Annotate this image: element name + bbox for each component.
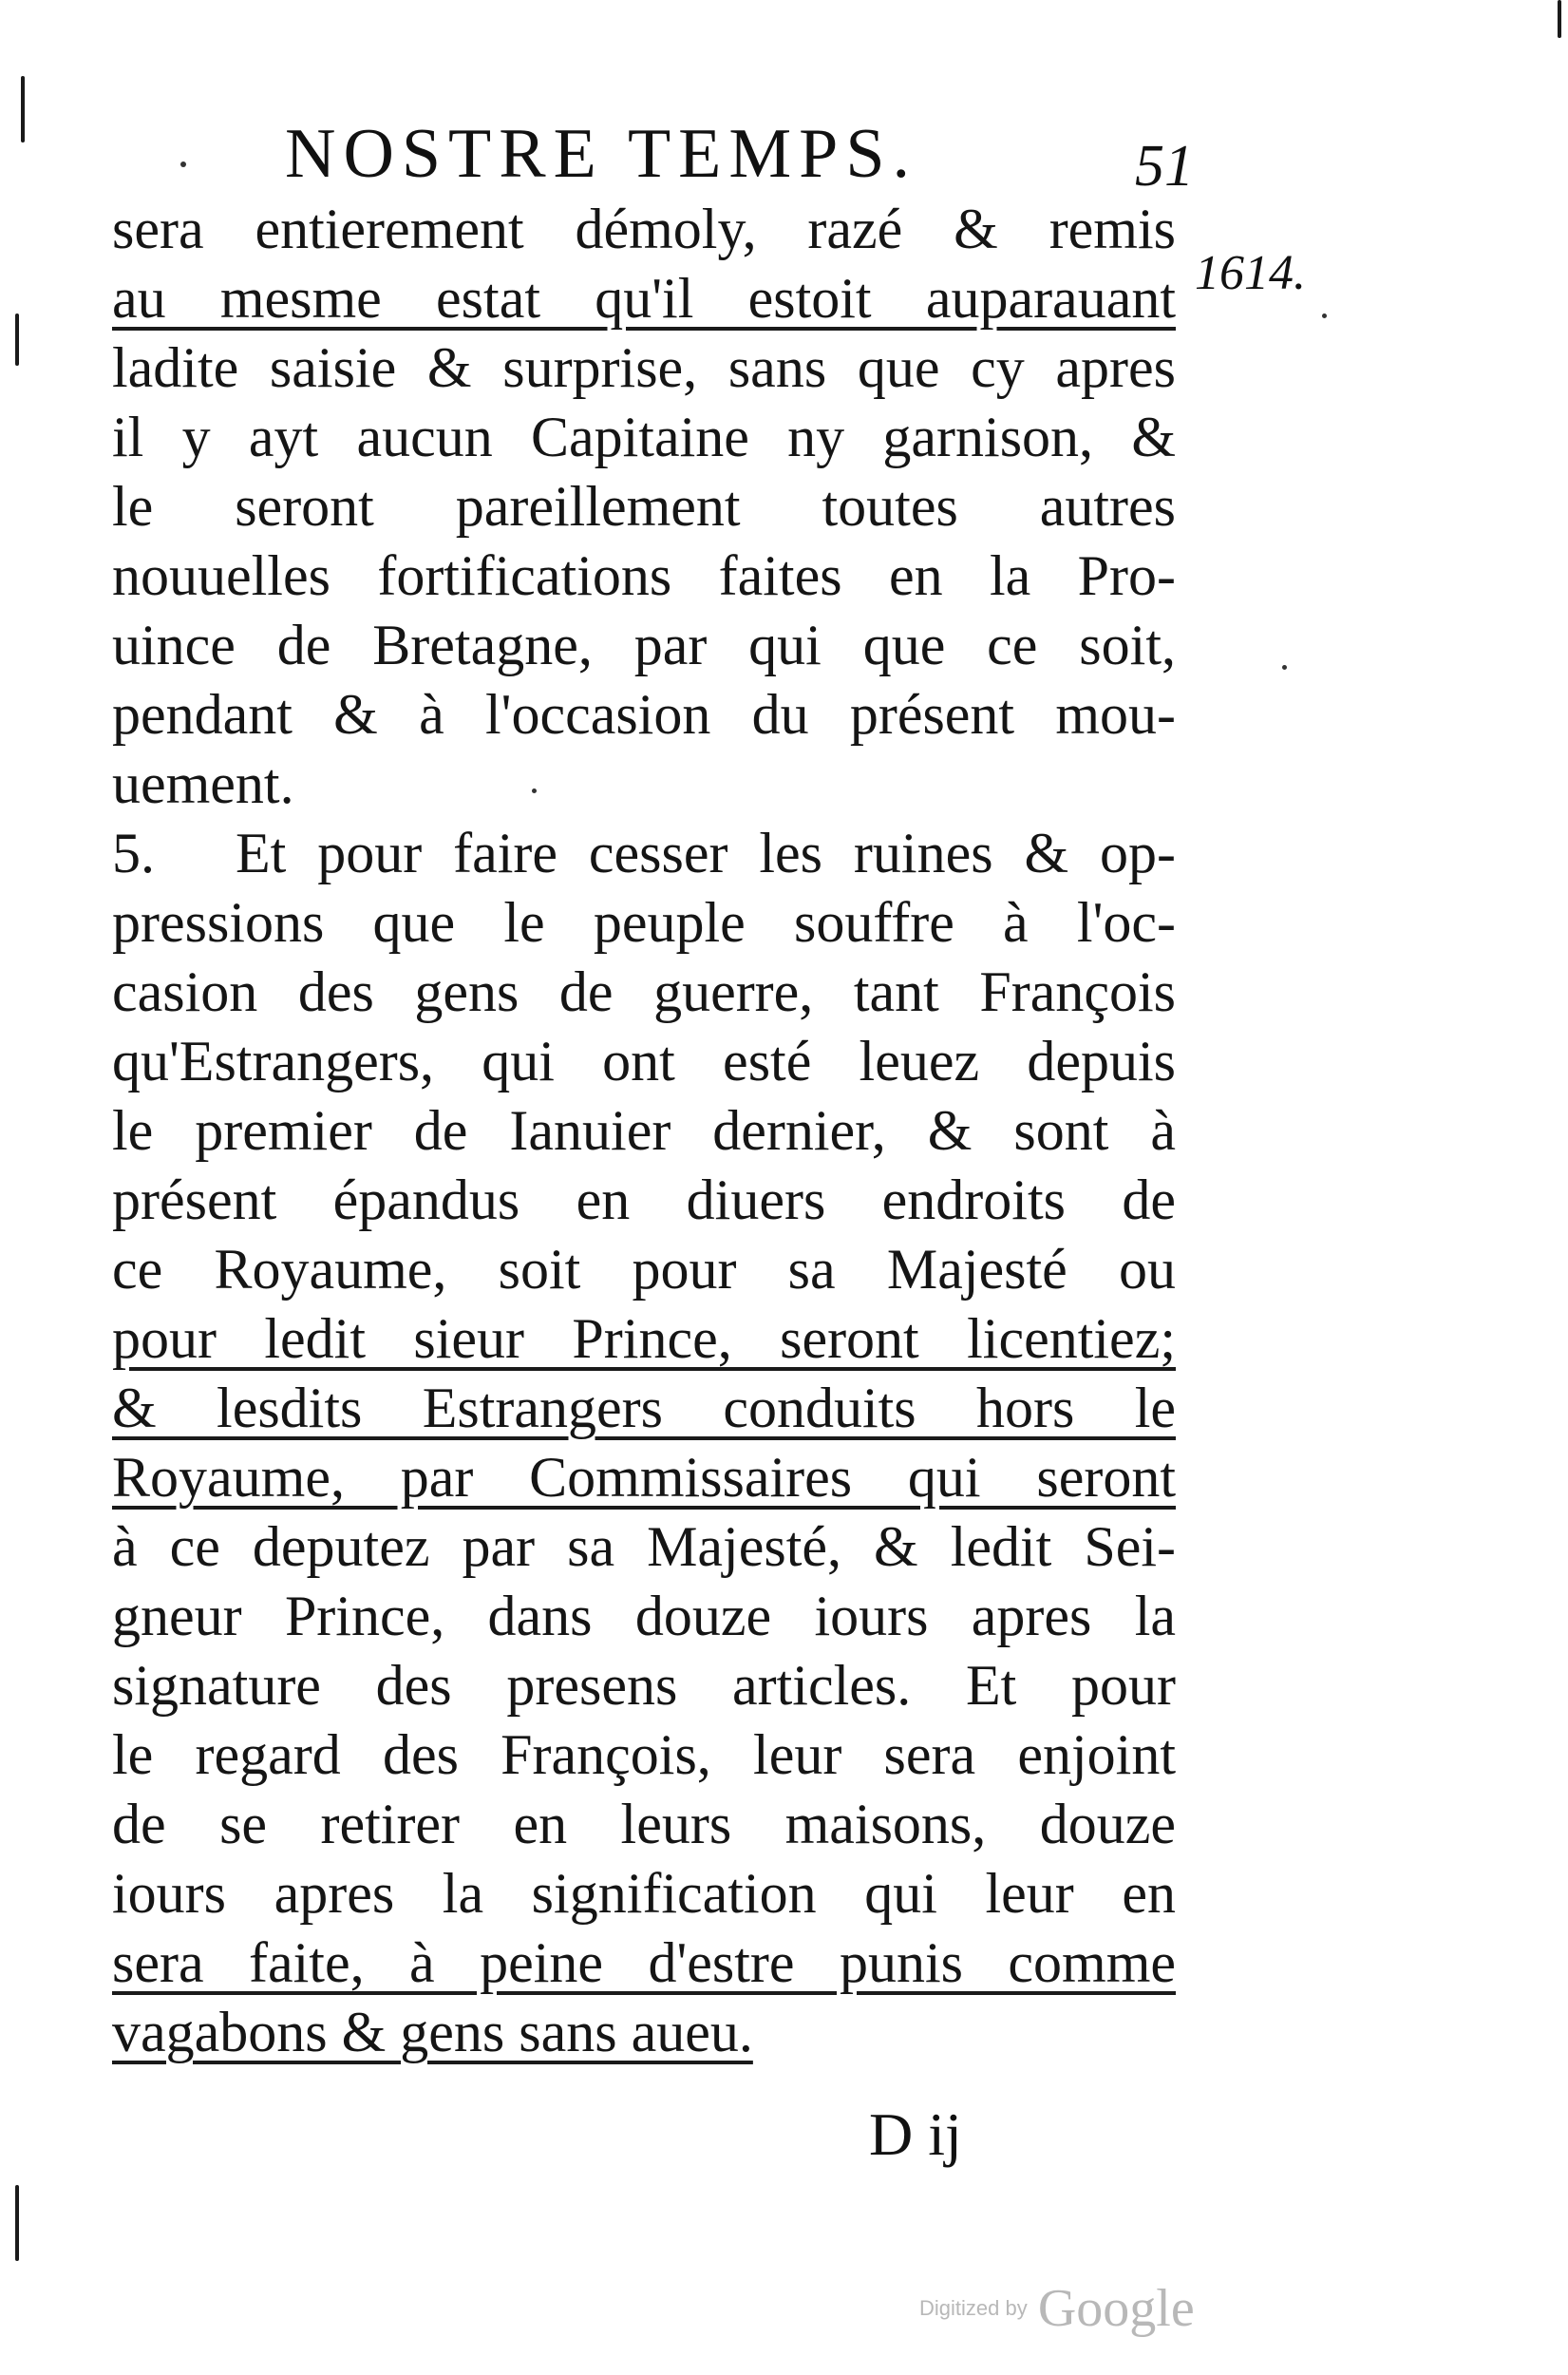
text-line: pressions que le peuple souffre à l'oc-	[112, 891, 1176, 954]
text-line: à ce deputez par sa Majesté, & ledit Sei-	[112, 1515, 1176, 1578]
digitized-brand-logo: Google	[1037, 2279, 1195, 2338]
signature-mark: D ij	[869, 2100, 962, 2168]
text-line: vagabons & gens sans aueu.	[112, 2001, 753, 2063]
digitized-watermark	[919, 2278, 1195, 2339]
article-line: 5. Et pour faire cesser les ruines & op-	[112, 819, 1176, 888]
text-line: casion des gens de guerre, tant François	[112, 960, 1176, 1023]
right-edge-mark	[1558, 0, 1561, 38]
left-edge-mark	[15, 2185, 19, 2261]
text-line: & lesdits Estrangers conduits hors le	[112, 1377, 1176, 1439]
text-line: il y ayt aucun Capitaine ny garnison, &	[112, 406, 1176, 468]
text-line: Royaume, par Commissaires qui seront	[112, 1446, 1176, 1509]
text-line: le premier de Ianuier dernier, & sont à	[112, 1099, 1176, 1162]
text-line: gneur Prince, dans douze iours apres la	[112, 1585, 1176, 1647]
running-title: NOSTRE TEMPS.	[285, 115, 917, 193]
left-edge-mark	[15, 314, 19, 366]
text-line: iours apres la signification qui leur en	[112, 1862, 1176, 1925]
text-line: ce Royaume, soit pour sa Majesté ou	[112, 1238, 1176, 1301]
text-line: ladite saisie & surprise, sans que cy apres	[112, 336, 1176, 399]
body-text	[112, 195, 1176, 2067]
text-line: signature des presens articles. Et pour	[112, 1654, 1176, 1717]
ink-speck	[1322, 314, 1327, 318]
text-line: pour ledit sieur Prince, seront licentiez;	[112, 1307, 1176, 1370]
text-line: nouuelles fortifications faites en la Pro-	[112, 544, 1176, 607]
margin-year-note: 1614.	[1195, 246, 1306, 300]
text-line: sera faite, à peine d'estre punis comme	[112, 1931, 1176, 1994]
text-line: le regard des François, leur sera enjoint	[112, 1723, 1176, 1786]
text-line: présent épandus en diuers endroits de	[112, 1168, 1176, 1231]
page-number: 51	[1135, 134, 1194, 199]
ink-speck	[180, 162, 186, 167]
left-edge-mark	[21, 76, 25, 142]
text-line: de se retirer en leurs maisons, douze	[112, 1793, 1176, 1855]
ink-speck	[532, 788, 537, 793]
article-number: 5.	[112, 822, 155, 884]
text-line: qu'Estrangers, qui ont esté leuez depuis	[112, 1030, 1176, 1092]
ink-speck	[1282, 665, 1287, 670]
text-line: uince de Bretagne, par qui que ce soit,	[112, 614, 1176, 676]
text-line: pendant & à l'occasion du présent mou-	[112, 683, 1176, 746]
text-line: le seront pareillement toutes autres	[112, 475, 1176, 538]
text-line: sera entierement démoly, razé & remis	[112, 198, 1176, 260]
text-line: au mesme estat qu'il estoit auparauant	[112, 267, 1176, 330]
digitized-prefix: Digitized by	[919, 2296, 1028, 2320]
text-line: uement.	[112, 752, 294, 815]
